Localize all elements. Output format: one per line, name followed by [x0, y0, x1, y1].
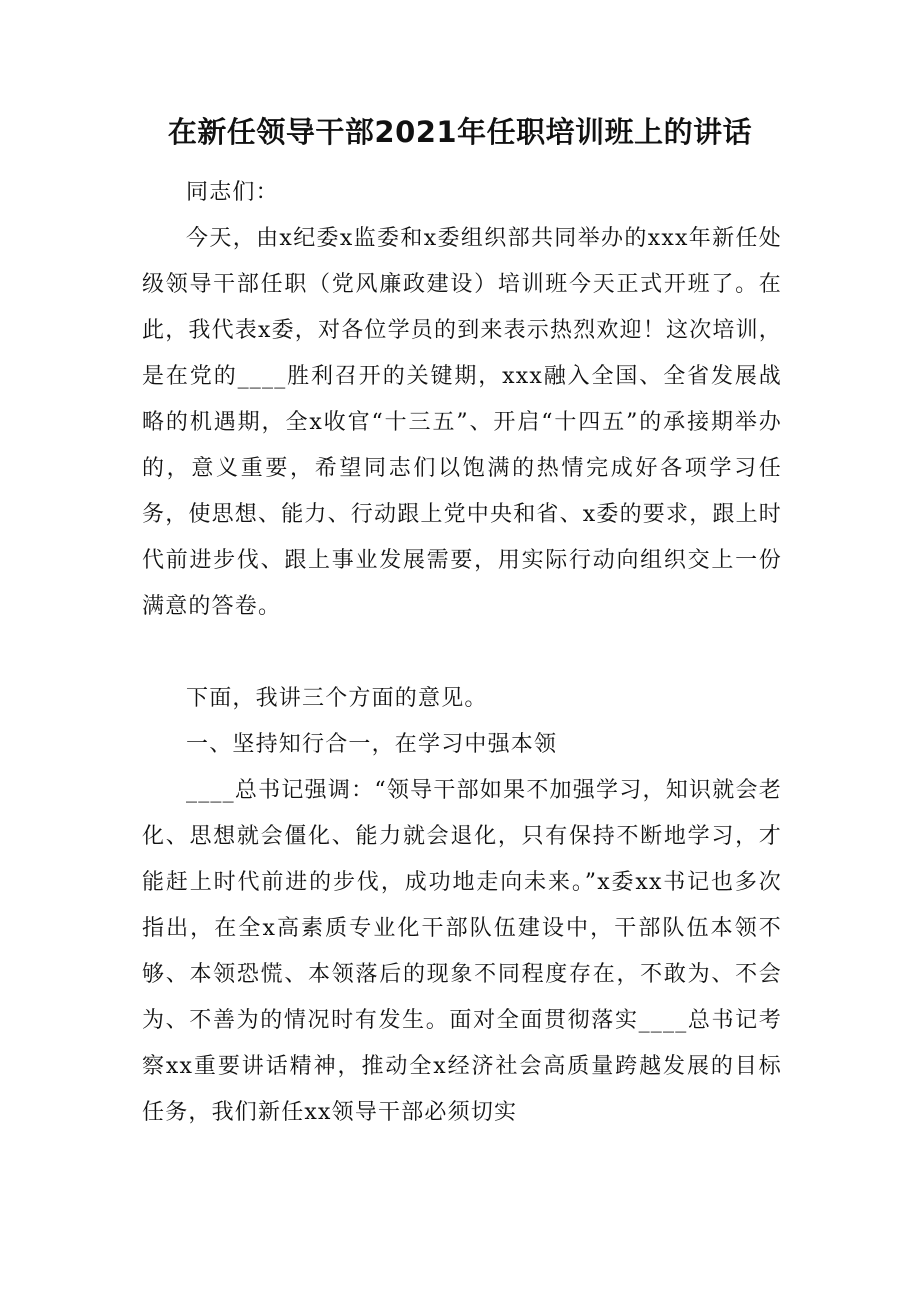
paragraph-intro: 今天，由x纪委x监委和x委组织部共同举办的xxx年新任处级领导干部任职（党风廉政建设）培训班今天正式开班了。在此，我代表x委，对各位学员的到来表示热烈欢迎！这次培训，是在党的____胜利召开的关键期，xxx融入全国、全省发展战略的机遇期，全x收官“十三五”、开启“十四五”的承接期举办的，意义重要，希望同志们以饱满的热情完成好各项学习任务，使思想、能力、行动跟上党中央和省、x委的要求，跟上时代前进步伐、跟上事业发展需要，用实际行动向组织交上一份满意的答卷。 — [142, 226, 783, 619]
salutation: 同志们： — [186, 180, 279, 205]
paragraph-spacer — [142, 630, 782, 676]
document-body — [142, 170, 782, 1136]
section-one-heading: 一、坚持知行合一，在学习中强本领 — [186, 732, 558, 757]
section-one-body: ____总书记强调：“领导干部如果不加强学习，知识就会老化、思想就会僵化、能力就会退化，只有保持不断地学习，才能赶上时代前进的步伐，成功地走向未来。”x委xx书记也多次指出，在全x高素质专业化干部队伍建设中，干部队伍本领不够、本领恐慌、本领落后的现象不同程度存在，不敢为、不会为、不善为的情况时有发生。面对全面贯彻落实____总书记考察xx重要讲话精神，推动全x经济社会高质量跨越发展的目标任务，我们新任xx领导干部必须切实 — [142, 778, 782, 1125]
paragraph-outline: 下面，我讲三个方面的意见。 — [186, 686, 488, 711]
document-title: 在新任领导干部2021年任职培训班上的讲话 — [167, 115, 753, 149]
